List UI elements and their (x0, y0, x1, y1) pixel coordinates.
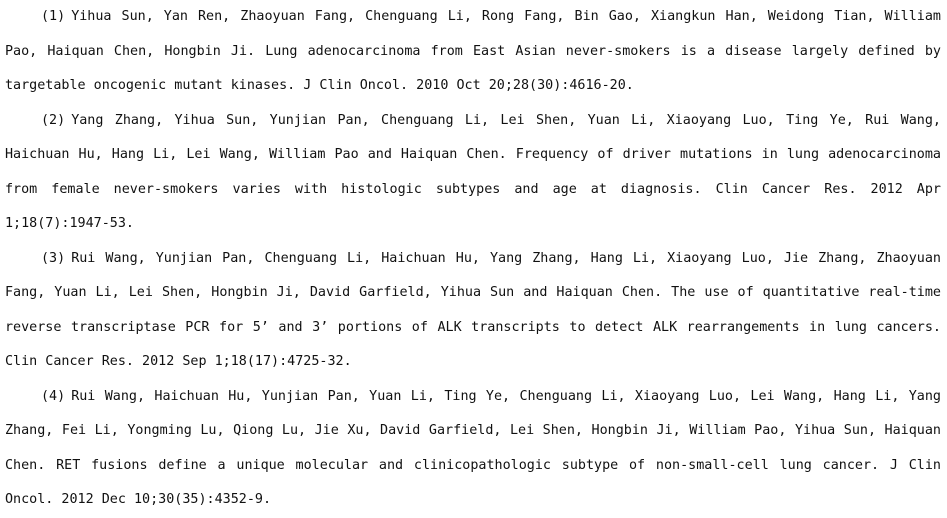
reference-item-1 (5, 0, 941, 104)
reference-text: Rui Wang, Haichuan Hu, Yunjian Pan, Yuan Li, Ting Ye, Chenguang Li, Xiaoyang Luo, Lei Wang, Hang Li, Yang Zhang, Fei Li, Yongming Lu, Qiong Lu, Jie Xu, David Garfield, Lei Shen, Hongbin Ji, William Pao, Yihua Sun, Haiquan Chen. RET fusions define a unique molecular and clinicopathologic subtype of non-small-cell lung cancer. J Clin Oncol. 2012 Dec 10;30(35):4352-9. (5, 388, 941, 507)
reference-number: (2) (41, 112, 66, 128)
reference-text: Rui Wang, Yunjian Pan, Chenguang Li, Haichuan Hu, Yang Zhang, Hang Li, Xiaoyang Luo, Jie Zhang, Zhaoyuan Fang, Yuan Li, Lei Shen, Hongbin Ji, David Garfield, Yihua Sun and Haiquan Chen. The use of quantitative real-time reverse transcriptase PCR for 5’ and 3’ portions of ALK transcripts to detect ALK rearrangements in lung cancers. Clin Cancer Res. 2012 Sep 1;18(17):4725-32. (5, 250, 941, 369)
reference-text: Yihua Sun, Yan Ren, Zhaoyuan Fang, Chenguang Li, Rong Fang, Bin Gao, Xiangkun Han, Weidong Tian, William Pao, Haiquan Chen, Hongbin Ji. Lung adenocarcinoma from East Asian never-smokers is a disease largely defined by targetable oncogenic mutant kinases. J Clin Oncol. 2010 Oct 20;28(30):4616-20. (5, 9, 941, 93)
reference-item-4 (5, 380, 941, 518)
reference-number: (1) (41, 9, 66, 24)
reference-number: (3) (41, 250, 66, 266)
reference-number: (4) (41, 388, 66, 404)
reference-text: Yang Zhang, Yihua Sun, Yunjian Pan, Chenguang Li, Lei Shen, Yuan Li, Xiaoyang Luo, Ting Ye, Rui Wang, Haichuan Hu, Hang Li, Lei Wang, William Pao and Haiquan Chen. Frequency of driver mutations in lung adenocarcinoma from female never-smokers varies with histologic subtypes and age at diagnosis. Clin Cancer Res. 2012 Apr 1;18(7):1947-53. (5, 112, 941, 231)
reference-list (5, 0, 941, 518)
reference-item-2 (5, 104, 941, 242)
reference-item-3 (5, 242, 941, 380)
